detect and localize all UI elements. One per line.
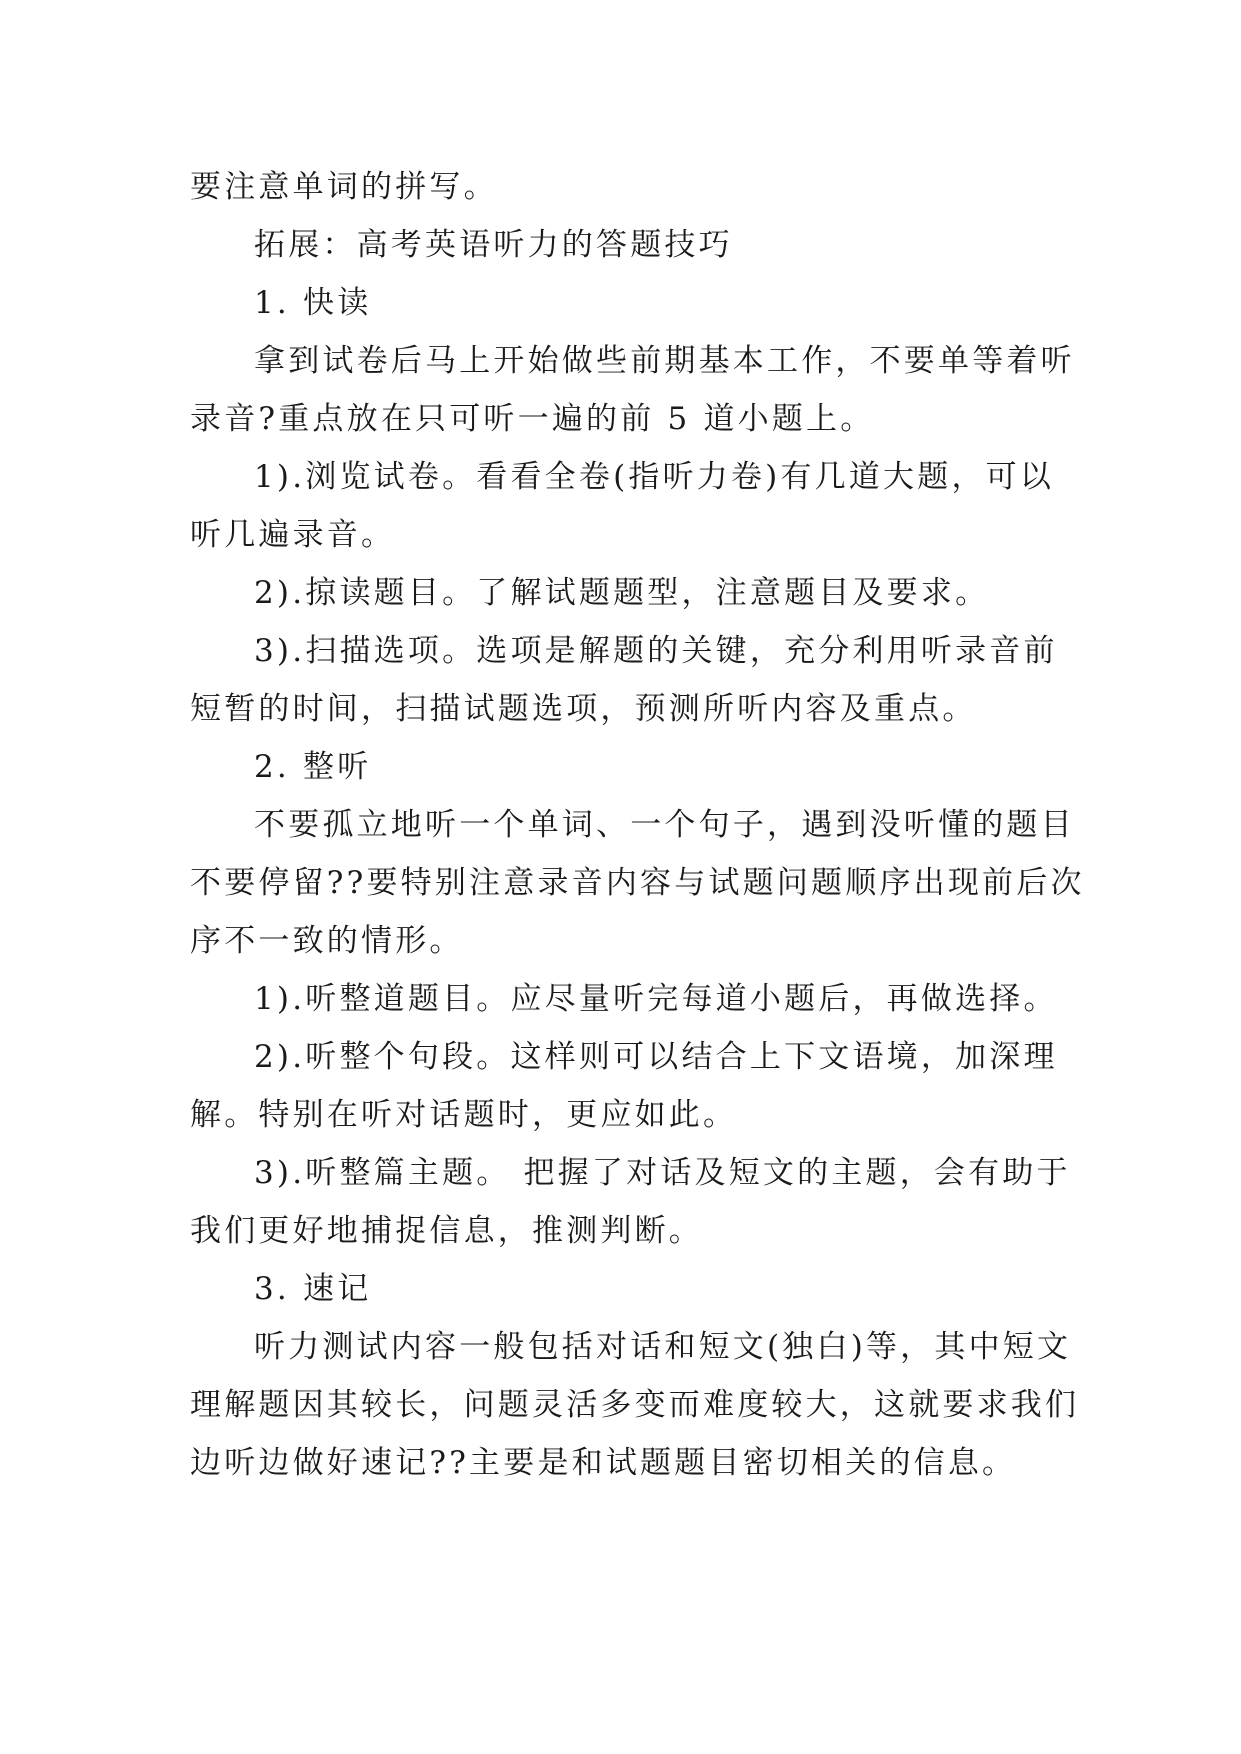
document-body: [190, 158, 1085, 1492]
subsection-heading: 3. 速记: [254, 1271, 372, 1307]
text-line: 拿到试卷后马上开始做些前期基本工作，不要单等着听: [254, 343, 1075, 379]
text-line: 解。特别在听对话题时，更应如此。: [190, 1097, 738, 1133]
list-item: 3).听整篇主题。 把握了对话及短文的主题，会有助于: [254, 1155, 1071, 1191]
list-item: 2).掠读题目。了解试题题型，注意题目及要求。: [254, 575, 990, 611]
text-line: 边听边做好速记??主要是和试题题目密切相关的信息。: [190, 1445, 1017, 1481]
list-item: 1).听整道题目。应尽量听完每道小题后，再做选择。: [254, 981, 1058, 1017]
list-item: 1).浏览试卷。看看全卷(指听力卷)有几道大题，可以: [254, 459, 1055, 495]
section-heading: 拓展：高考英语听力的答题技巧: [254, 227, 733, 263]
text-line: 序不一致的情形。: [190, 923, 464, 959]
list-item: 2).听整个句段。这样则可以结合上下文语境，加深理: [254, 1039, 1058, 1075]
list-item: 3).扫描选项。选项是解题的关键，充分利用听录音前: [254, 633, 1058, 669]
text-line: 要注意单词的拼写。: [190, 169, 498, 205]
text-line: 理解题因其较长，问题灵活多变而难度较大，这就要求我们: [190, 1387, 1080, 1423]
text-line: 录音?重点放在只可听一遍的前 5 道小题上。: [190, 401, 875, 437]
text-line: 不要孤立地听一个单词、一个句子，遇到没听懂的题目: [254, 807, 1075, 843]
subsection-heading: 1. 快读: [254, 285, 372, 321]
subsection-heading: 2. 整听: [254, 749, 372, 785]
text-line: 听力测试内容一般包括对话和短文(独白)等，其中短文: [254, 1329, 1072, 1365]
text-line: 我们更好地捕捉信息，推测判断。: [190, 1213, 703, 1249]
text-line: 听几遍录音。: [190, 517, 396, 553]
text-line: 不要停留??要特别注意录音内容与试题问题顺序出现前后次: [190, 865, 1085, 901]
text-line: 短暂的时间，扫描试题选项，预测所听内容及重点。: [190, 691, 977, 727]
